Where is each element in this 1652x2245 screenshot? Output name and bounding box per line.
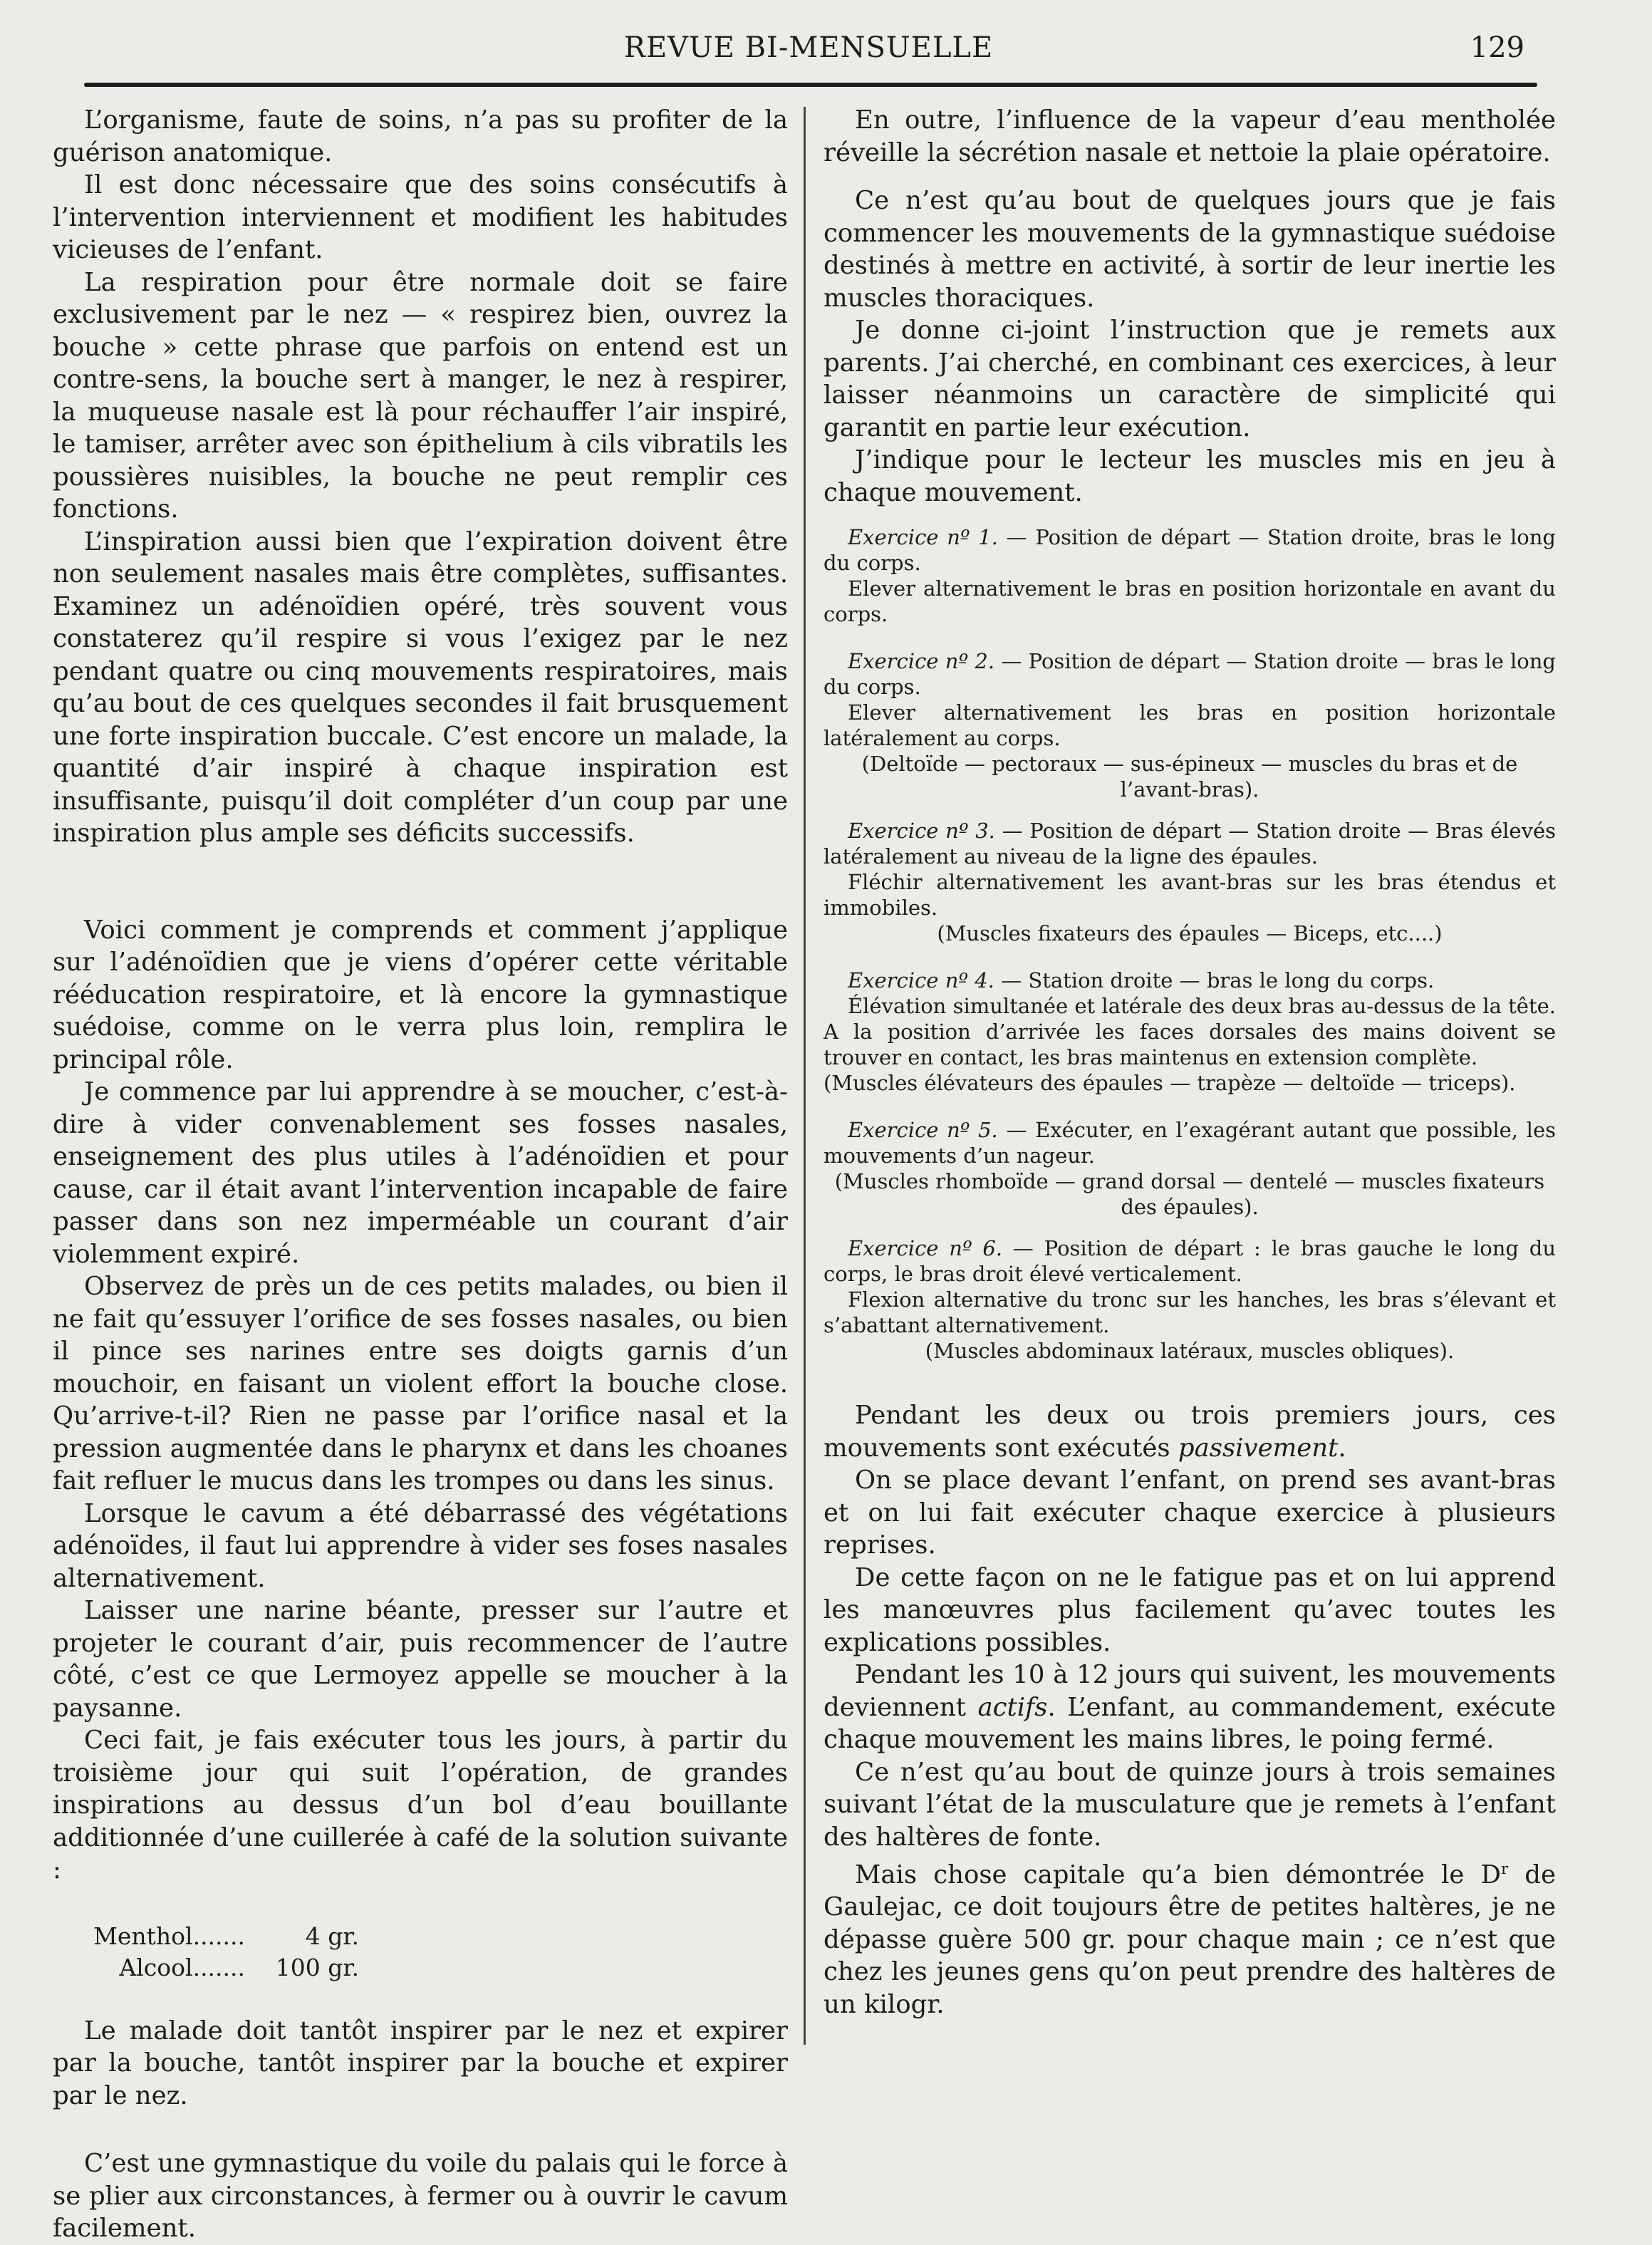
menthol-formula [53,1921,788,1984]
paragraph: Observez de près un de ces petits malades, ou bien il ne fait qu’essuyer l’orifice de ses fosses nasales, ou bien il pince ses narines entre ses doigts garnis d’un mouchoir, en faisant un violent effort la bouche close. Qu’arrive-t-il? Rien ne passe par l’orifice nasal et la pression augmentée dans le pharynx et dans les choanes fait refluer le mucus dans les trompes ou dans les sinus. [53,1272,788,1495]
formula-quantity: 4 gr. [305,1922,359,1950]
exercise-start: Exercice nº 5. — Exécuter, en l’exagérant autant que possible, les mouvements d’un nageur. [824,1118,1556,1168]
exercise-muscles: (Deltoïde — pectoraux — sus-épineux — muscles du bras et de l’avant-bras). [861,752,1518,802]
exercise-label: Exercice nº 6. [848,1236,1003,1260]
exercise-4 [824,968,1556,1096]
paragraph: Pendant les 10 à 12 jours qui suivent, les mouvements deviennent actifs. L’enfant, au commandement, exécute chaque mouvement les mains libres, le poing fermé. [824,1660,1556,1754]
paragraph: En outre, l’influence de la vapeur d’eau mentholée réveille la sécrétion nasale et nettoie la plaie opératoire. [824,105,1556,167]
left-column [53,104,788,2245]
formula-row [53,1921,788,1952]
exercise-muscles: (Muscles rhomboïde — grand dorsal — dentelé — muscles fixateurs des épaules). [834,1169,1545,1219]
exercise-action: Flexion alternative du tronc sur les hanches, les bras s’élevant et s’abattant alternativement. [824,1287,1556,1337]
right-column [824,104,1556,2021]
paragraph: J’indique pour le lecteur les muscles mis en jeu à chaque mouvement. [824,445,1556,507]
formula-ingredient: Menthol....... [93,1922,245,1950]
exercise-muscles: (Muscles abdominaux latéraux, muscles obliques). [925,1339,1455,1363]
paragraph: L’inspiration aussi bien que l’expiration doivent être non seulement nasales mais être complètes, suffisantes. Examinez un adénoïdien opéré, très souvent vous constaterez qu’il respire si vous l’exigez par le nez pendant quatre ou cinq mouvements respiratoires, mais qu’au bout de ces quelques secondes il fait brusquement une forte inspiration buccale. C’est encore un malade, la quantité d’air inspiré à chaque inspiration est insuffisante, puisqu’il doit compléter d’un coup par une inspiration plus ample ses déficits successifs. [53,527,788,848]
formula-row [53,1952,788,1984]
paragraph: Je commence par lui apprendre à se moucher, c’est-à-dire à vider convenablement ses fosses nasales, enseignement des plus utiles à l’adénoïdien et pour cause, car il était avant l’intervention incapable de faire passer dans son nez imperméable un courant d’air violemment expiré. [53,1077,788,1269]
exercise-1 [824,524,1556,627]
exercise-2 [824,648,1556,802]
exercise-action: Élévation simultanée et latérale des deux bras au-dessus de la tête. A la position d’arrivée les faces dorsales des mains doivent se trouver en contact, les bras maintenus en extension complète. [824,994,1556,1069]
exercise-start: Exercice nº 3. — Position de départ — Station droite — Bras élevés latéralement au niveau de la ligne des épaules. [824,819,1557,869]
paragraph: Ce n’est qu’au bout de quelques jours que je fais commencer les mouvements de la gymnastique suédoise destinés à mettre en activité, à sortir de leur inertie les muscles thoraciques. [824,186,1556,313]
header-rule [84,83,1537,87]
exercise-start: Exercice nº 4. — Station droite — bras le long du corps. [848,968,1435,992]
paragraph: Laisser une narine béante, presser sur l’autre et projeter le courant d’air, puis recommencer de l’autre côté, c’est ce que Lermoyez appelle se moucher à la paysanne. [53,1596,788,1723]
paragraph: La respiration pour être normale doit se faire exclusivement par le nez — « respirez bien, ouvrez la bouche » cette phrase que parfois on entend est un contre-sens, la bouche sert à manger, le nez à respirer, la muqueuse nasale est là pour réchauffer l’air inspiré, le tamiser, arrêter avec son épithelium à cils vibratils les poussières nuisibles, la bouche ne peut remplir ces fonctions. [53,267,788,524]
paragraph: Le malade doit tantôt inspirer par le nez et expirer par la bouche, tantôt inspirer par la bouche et expirer par le nez. [53,2016,788,2110]
formula-ingredient: Alcool....... [119,1953,245,1981]
exercise-label: Exercice nº 1. [848,525,998,549]
paragraph: Pendant les deux ou trois premiers jours, ces mouvements sont exécutés passivement. [824,1401,1556,1463]
paragraph: Il est donc nécessaire que des soins consécutifs à l’intervention interviennent et modifient les habitudes vicieuses de l’enfant. [53,170,788,264]
paragraph: C’est une gymnastique du voile du palais qui le force à se plier aux circonstances, à fermer ou à ouvrir le cavum facilement. [53,2149,788,2243]
exercise-label: Exercice nº 2. [848,649,995,673]
paragraph: Ceci fait, je fais exécuter tous les jours, à partir du troisième jour qui suit l’opération, de grandes inspirations au dessus d’un bol d’eau bouillante additionnée d’une cuillerée à café de la solution suivante : [53,1726,788,1884]
page-number: 129 [1470,31,1524,64]
paragraph: Je donne ci-joint l’instruction que je remets aux parents. J’ai cherché, en combinant ces exercices, à leur laisser néanmoins un caractère de simplicité qui garantit en partie leur exécution. [824,316,1556,442]
exercise-start: Exercice nº 6. — Position de départ : le bras gauche le long du corps, le bras droit élevé verticalement. [824,1236,1556,1286]
paragraph: De cette façon on ne le fatigue pas et on lui apprend les manœuvres plus facilement qu’avec toutes les explications possibles. [824,1562,1556,1657]
exercise-label: Exercice nº 5. [848,1118,998,1142]
exercise-muscles: (Muscles fixateurs des épaules — Biceps, etc....) [937,921,1443,945]
formula-quantity: 100 gr. [275,1953,359,1981]
exercise-start: Exercice nº 1. — Position de départ — Station droite, bras le long du corps. [824,525,1556,575]
paragraph: Lorsque le cavum a été débarrassé des végétations adénoïdes, il faut lui apprendre à vider ses foses nasales alternativement. [53,1498,788,1593]
exercise-action: Fléchir alternativement les avant-bras sur les bras étendus et immobiles. [824,870,1556,920]
exercise-6 [824,1235,1556,1364]
paragraph: Mais chose capitale qu’a bien démontrée le $D^r$ de Gaulejac, ce doit toujours être de petites haltères, je ne dépasse guère 500 gr. pour chaque main ; ce n’est que chez les jeunes gens qu’on peut prendre des haltères de un kilogr. [824,1860,1556,2019]
running-header [85,27,1532,70]
column-divider [804,107,806,2045]
exercise-5 [824,1117,1556,1220]
exercise-label: Exercice nº 4. [848,968,994,992]
paragraph: Ce n’est qu’au bout de quinze jours à trois semaines suivant l’état de la musculature que je remets à l’enfant des haltères de fonte. [824,1757,1556,1852]
exercise-action: Elever alternativement le bras en position horizontale en avant du corps. [824,576,1556,626]
journal-title: REVUE BI-MENSUELLE [623,31,994,64]
paragraph: Voici comment je comprends et comment j’applique sur l’adénoïdien que je viens d’opérer cette véritable rééducation respiratoire, et là encore la gymnastique suédoise, comme on le verra plus loin, remplira le principal rôle. [53,915,788,1074]
paragraph: On se place devant l’enfant, on prend ses avant-bras et on lui fait exécuter chaque exercice à plusieurs reprises. [824,1466,1556,1560]
paragraph: L’organisme, faute de soins, n’a pas su profiter de la guérison anatomique. [53,105,788,167]
exercise-muscles: (Muscles élévateurs des épaules — trapèze — deltoïde — triceps). [824,1071,1516,1095]
exercise-label: Exercice nº 3. [848,819,995,843]
exercise-start: Exercice nº 2. — Position de départ — Station droite — bras le long du corps. [824,649,1556,699]
exercise-action: Elever alternativement les bras en position horizontale latéralement au corps. [824,700,1556,750]
exercise-3 [824,818,1556,946]
